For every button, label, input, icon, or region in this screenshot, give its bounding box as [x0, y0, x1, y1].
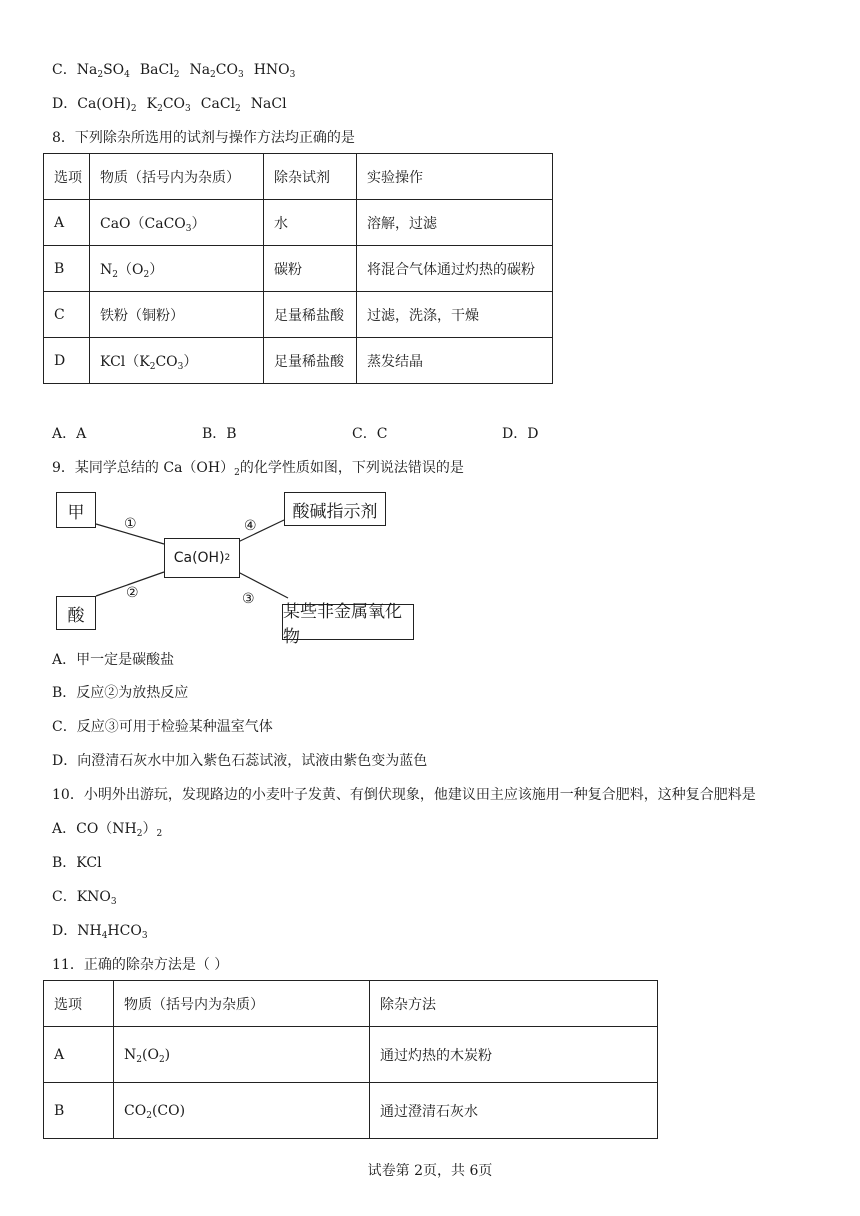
q7-option-d: D．$Ca(OH)_2$ $K_2CO_3$ CaCl$_2$ NaCl: [52, 94, 297, 114]
q7-option-c: C．$Na_2SO_4$ BaCl$_2$ $Na_2CO_3$ $HNO_3$: [52, 60, 305, 80]
q11-table-row: [44, 1083, 658, 1139]
q8-cell-operation: 溶解，过滤: [357, 200, 553, 246]
formula: $Ca(OH)_2$: [77, 96, 137, 114]
formula: BaCl$_2$: [139, 62, 180, 80]
formula: $Na_2SO_4$: [76, 62, 130, 80]
q11-header-substance: 物质（括号内为杂质）: [114, 981, 370, 1027]
box-caoh2: Ca(OH) 2: [164, 538, 240, 578]
q8-cell-substance: $KCl(K_2CO_3)$: [90, 338, 264, 384]
q9-stem: 9．某同学总结的 $Ca(OH)_2$的化学性质如图，下列说法错误的是: [52, 460, 464, 478]
q8-header-row: [44, 154, 553, 200]
q8-cell-option: C: [44, 292, 90, 338]
q8-cell-option: D: [44, 338, 90, 384]
formula: NaCl: [250, 96, 287, 112]
q8-table-row: [44, 246, 553, 292]
q8-cell-reagent: 足量稀盐酸: [264, 338, 357, 384]
caoh2-property-diagram: [52, 488, 432, 648]
formula: CaCl$_2$: [200, 96, 241, 114]
q9-option-b[interactable]: B．反应②为放热反应: [52, 685, 189, 701]
q8-cell-substance: 铁粉（铜粉）: [90, 292, 264, 338]
q10-option-a[interactable]: A．$CO(NH_2)_2$: [52, 821, 163, 839]
q11-header-option: 选项: [44, 981, 114, 1027]
q8-cell-reagent: 足量稀盐酸: [264, 292, 357, 338]
q11-table: [43, 980, 658, 1139]
q9-option-d[interactable]: D．向澄清石灰水中加入紫色石蕊试液，试液由紫色变为蓝色: [52, 753, 428, 769]
q11-cell-option: A: [44, 1027, 114, 1083]
label-reaction-4: ④: [244, 518, 257, 534]
q11-cell-substance: $CO_2(CO)$: [114, 1083, 370, 1139]
q8-cell-substance: CaO（CaCO$_3$）: [90, 200, 264, 246]
q8-table-row: [44, 338, 553, 384]
q7-option-d-formulas: [77, 96, 296, 112]
q8-cell-operation: 蒸发结晶: [357, 338, 553, 384]
formula: $HNO_3$: [253, 62, 296, 80]
q9-option-c[interactable]: C．反应③可用于检验某种温室气体: [52, 719, 273, 735]
q8-header-operation: 实验操作: [357, 154, 553, 200]
q8-answer-a[interactable]: A．A: [52, 426, 87, 442]
q11-stem: 11．正确的除杂方法是（ ）: [52, 957, 229, 973]
q10-stem: 10．小明外出游玩，发现路边的小麦叶子发黄、有倒伏现象，他建议田主应该施用一种复合肥料，这种复合肥料是: [52, 787, 756, 803]
q7-option-c-formulas: [77, 62, 306, 78]
label-reaction-1: ①: [124, 516, 137, 532]
q8-header-substance: 物质（括号内为杂质）: [90, 154, 264, 200]
formula: $K_2CO_3$: [146, 96, 191, 114]
formula: $Na_2CO_3$: [189, 62, 244, 80]
q10-option-b[interactable]: B．KCl: [52, 855, 102, 871]
q11-header-method: 除杂方法: [370, 981, 658, 1027]
q8-answer-options: [52, 424, 572, 444]
q8-table: [43, 153, 553, 384]
q8-answer-d[interactable]: D．D: [502, 426, 539, 442]
label-reaction-2: ②: [126, 585, 139, 601]
q10-option-c[interactable]: C．$KNO_3$: [52, 889, 117, 907]
page-footer: 试卷第 2页，共 6页: [367, 1163, 493, 1179]
q8-answer-b[interactable]: B．B: [202, 426, 237, 442]
q8-cell-operation: 将混合气体通过灼热的碳粉: [357, 246, 553, 292]
box-nonmetal-oxide: 某些非金属氧化物: [282, 604, 414, 640]
q8-table-row: [44, 200, 553, 246]
q8-cell-operation: 过滤，洗涤，干燥: [357, 292, 553, 338]
box-indicator: 酸碱指示剂: [284, 492, 386, 526]
q11-cell-method: 通过澄清石灰水: [370, 1083, 658, 1139]
q8-cell-substance: $N_2(O_2)$: [90, 246, 264, 292]
q11-cell-substance: $N_2(O_2)$: [114, 1027, 370, 1083]
q8-cell-reagent: 碳粉: [264, 246, 357, 292]
q10-option-d[interactable]: D．$NH_4HCO_3$: [52, 923, 148, 941]
q8-table-row: [44, 292, 553, 338]
q8-stem: 8．下列除杂所选用的试剂与操作方法均正确的是: [52, 130, 355, 146]
q8-answer-c[interactable]: C．C: [352, 426, 388, 442]
q8-header-option: 选项: [44, 154, 90, 200]
q8-cell-option: A: [44, 200, 90, 246]
q11-table-row: [44, 1027, 658, 1083]
box-acid: 酸: [56, 596, 96, 630]
q8-cell-option: B: [44, 246, 90, 292]
q9-option-a[interactable]: A．甲一定是碳酸盐: [52, 652, 175, 668]
q11-header-row: [44, 981, 658, 1027]
q11-cell-method: 通过灼热的木炭粉: [370, 1027, 658, 1083]
q8-header-reagent: 除杂试剂: [264, 154, 357, 200]
label-reaction-3: ③: [242, 591, 255, 607]
q8-cell-reagent: 水: [264, 200, 357, 246]
box-jia: 甲: [56, 492, 96, 528]
q11-cell-option: B: [44, 1083, 114, 1139]
